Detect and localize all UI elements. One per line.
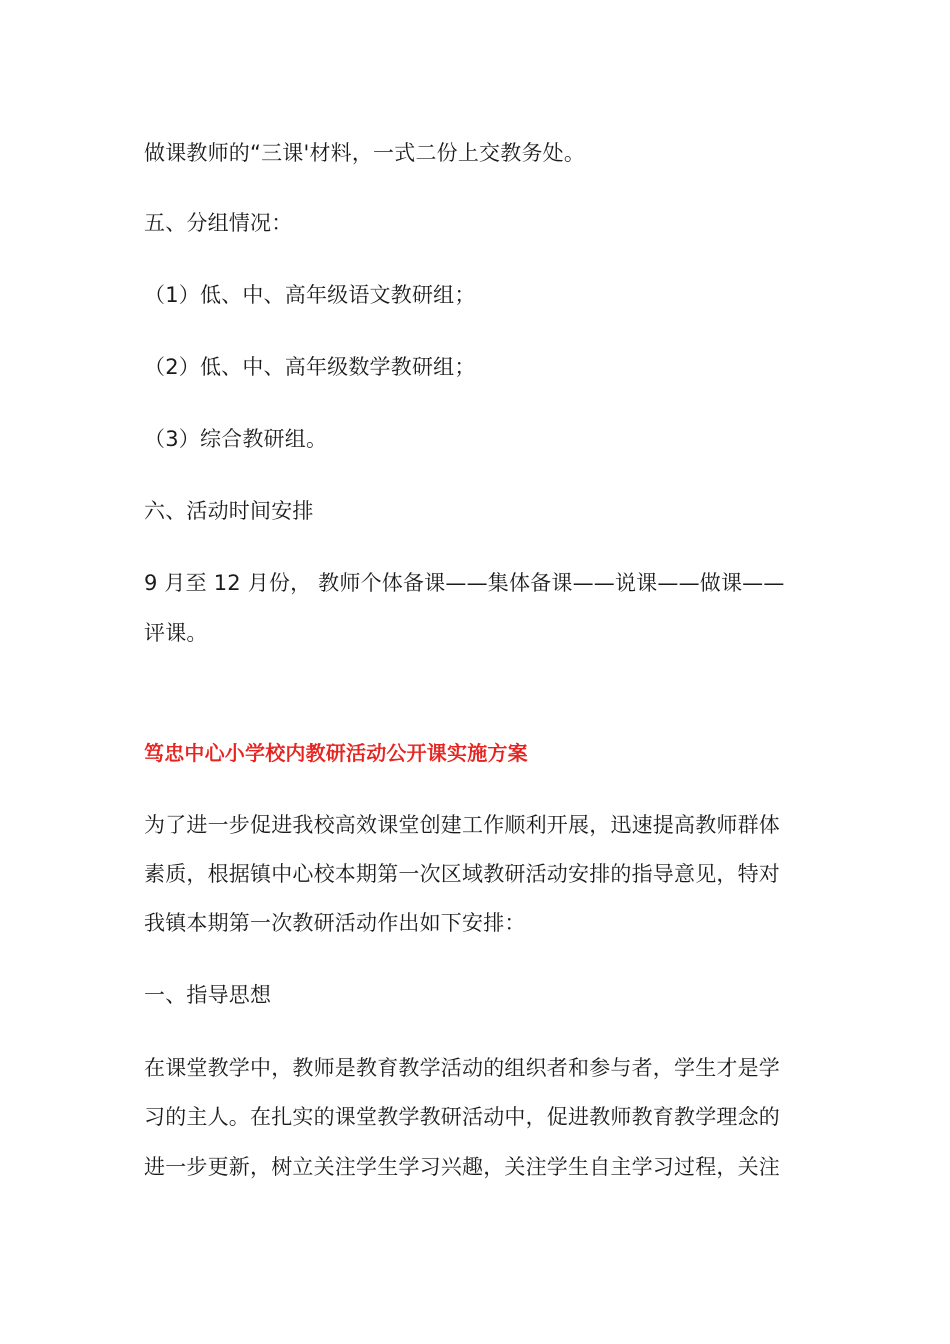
body-line-1: 在课堂教学中，教师是教育教学活动的组织者和参与者，学生才是学	[144, 1056, 780, 1080]
body-line-3: 进一步更新，树立关注学生学习兴趣，关注学生自主学习过程，关注	[144, 1155, 780, 1179]
intro-line-2: 素质，根据镇中心校本期第一次区域教研活动安排的指导意见，特对	[144, 862, 780, 886]
intro-line-1: 为了进一步促进我校高效课堂创建工作顺利开展，迅速提高教师群体	[144, 813, 780, 837]
schedule-line-2: 评课。	[144, 621, 208, 645]
text-line: 做课教师的“三课'材料，一式二份上交教务处。	[144, 141, 586, 165]
group-item-3: （3）综合教研组。	[144, 427, 328, 451]
document-title: 笃忠中心小学校内教研活动公开课实施方案	[144, 741, 528, 765]
section-heading-six: 六、活动时间安排	[144, 499, 314, 523]
section-heading-one: 一、指导思想	[144, 983, 272, 1007]
schedule-line-1: 9 月至 12 月份， 教师个体备课——集体备课——说课——做课——	[144, 571, 785, 595]
body-line-2: 习的主人。在扎实的课堂教学教研活动中，促进教师教育教学理念的	[144, 1105, 780, 1129]
group-item-2: （2）低、中、高年级数学教研组；	[144, 355, 476, 379]
section-heading-five: 五、分组情况：	[144, 211, 293, 235]
intro-line-3: 我镇本期第一次教研活动作出如下安排：	[144, 911, 526, 935]
group-item-1: （1）低、中、高年级语文教研组；	[144, 283, 476, 307]
